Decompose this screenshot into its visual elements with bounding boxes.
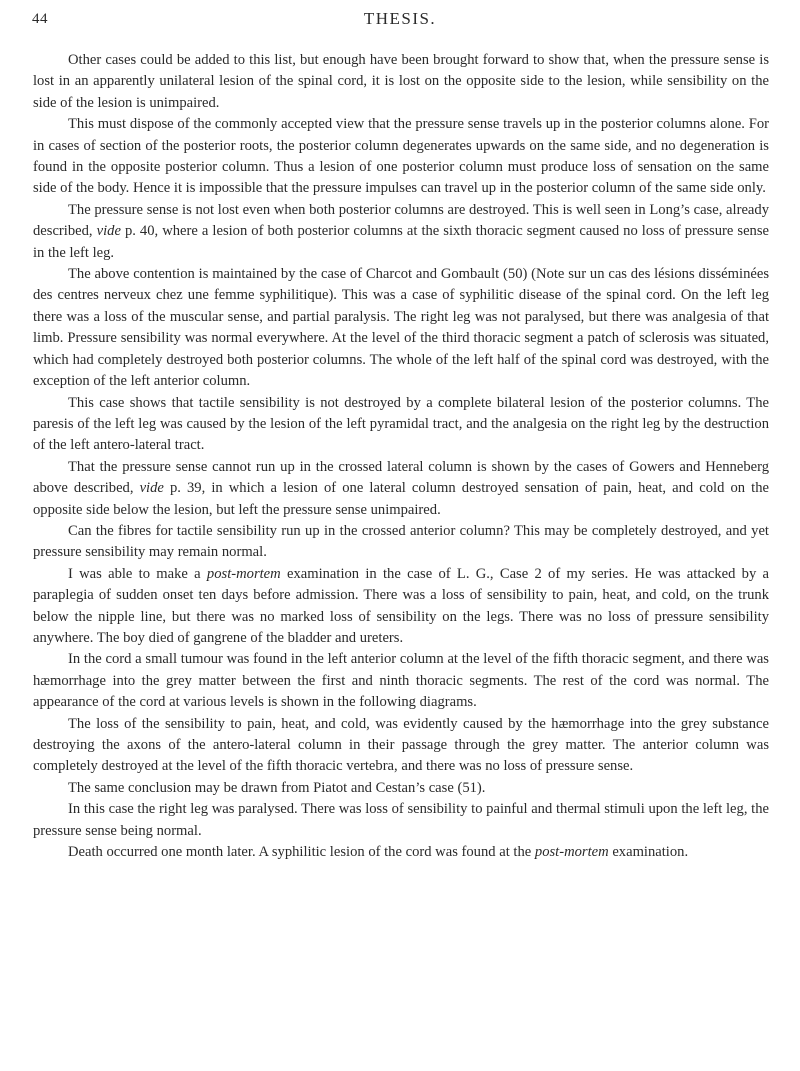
paragraph bbox=[33, 114, 769, 200]
paragraph bbox=[33, 799, 769, 842]
text-run: Can the fibres for tactile sensibility run up in the crossed anterior column? This may be completely destroyed, and yet pressure sensibility may remain normal. bbox=[33, 522, 769, 561]
paragraph bbox=[33, 842, 769, 863]
text-run: Other cases could be added to this list, but enough have been brought forward to show that, when the pressure sense is lost in an apparently unilateral lesion of the spinal cord, it is lost on the opposite side to the lesion, while sensibility on the side of the lesion is unimpaired. bbox=[33, 52, 769, 111]
paragraph bbox=[33, 200, 769, 264]
text-run: The loss of the sensibility to pain, heat, and cold, was evidently caused by the hæmorrhage into the grey substance destroying the axons of the antero-lateral column in their passage through the grey matter. The anterior column was completely destroyed at the level of the fifth thoracic vertebra, and there was no loss of pressure sense. bbox=[33, 715, 769, 775]
text-run: The same conclusion may be drawn from Piatot and Cestan’s case (51). bbox=[68, 779, 486, 796]
paragraph bbox=[33, 564, 769, 650]
paragraph bbox=[33, 714, 769, 778]
italic-text: vide bbox=[96, 223, 121, 240]
text-run: In this case the right leg was paralysed. There was loss of sensibility to painful and thermal stimuli upon the left leg, the pressure sense being normal. bbox=[33, 801, 769, 839]
paragraph bbox=[33, 264, 769, 392]
paragraph bbox=[33, 457, 769, 521]
paragraph bbox=[33, 649, 769, 713]
text-run: examination in the case of L. G., Case 2 of my series. He was attacked by a paraplegia of sudden onset ten days before admission. There was a loss of sensibility to pain, heat, and cold, on the trunk below the nipple line, but there was no marked loss of sensibility on the legs. There was no loss of pressure sensibility anywhere. The boy died of gangrene of the bladder and ureters. bbox=[33, 565, 770, 646]
paragraph bbox=[33, 50, 769, 114]
italic-text: post-mortem bbox=[534, 844, 609, 861]
text-run: p. 40, where a lesion of both posterior columns at the sixth thoracic segment caused no loss of pressure sense in the left leg. bbox=[33, 223, 769, 261]
text-run: The above contention is maintained by the case of Charcot and Gombault (50) (Note sur un cas des lésions disséminées des centres nerveux chez une femme syphilitique). This was a case of syphilitic disease of the spinal cord. On the left leg there was a loss of the muscular sense, and partial paralysis. The right leg was not paralysed, but there was analgesia of that limb. Pressure sensibility was normal everywhere. At the level of the third thoracic segment a patch of sclerosis was situated, which had completely destroyed both posterior columns. The whole of the left half of the spinal cord was destroyed, with the exception of the left anterior column. bbox=[33, 266, 769, 390]
text-run: This must dispose of the commonly accepted view that the pressure sense travels up in the posterior columns alone. For in cases of section of the posterior roots, the posterior column degenerates upwards on the same side, and no degeneration is found in the opposite posterior column. Thus a lesion of one posterior column must produce loss of sensation on the same side of the body. Hence it is impossible that the pressure impulses can travel up in the posterior column of the same side only. bbox=[33, 116, 769, 197]
paragraph bbox=[33, 521, 769, 564]
paragraph bbox=[33, 778, 769, 799]
paragraph bbox=[33, 393, 769, 457]
italic-text: post-mortem bbox=[206, 565, 281, 582]
text-run: Death occurred one month later. A syphilitic lesion of the cord was found at the bbox=[68, 844, 535, 861]
text-run: That the pressure sense cannot run up in the crossed lateral column is shown by the cases of Gowers and Henneberg above described, bbox=[33, 458, 769, 497]
running-head: THESIS. bbox=[363, 9, 437, 28]
text-run: p. 39, in which a lesion of one lateral column destroyed sensation of pain, heat, and cold on the opposite side below the lesion, but left the pressure sense unimpaired. bbox=[33, 480, 769, 518]
page-number: 44 bbox=[32, 11, 48, 27]
text-run: The pressure sense is not lost even when both posterior columns are destroyed. This is well seen in Long’s case, already described, bbox=[33, 201, 769, 240]
italic-text: vide bbox=[139, 480, 164, 497]
page-header bbox=[0, 9, 800, 33]
text-run: examination. bbox=[608, 844, 689, 861]
body-text bbox=[33, 50, 769, 863]
text-run: I was able to make a bbox=[68, 565, 207, 582]
text-run: This case shows that tactile sensibility is not destroyed by a complete bilateral lesion of the posterior columns. The paresis of the left leg was caused by the lesion of the left pyramidal tract, and the analgesia on the right leg by the destruction of the left antero-lateral tract. bbox=[33, 394, 769, 454]
text-run: In the cord a small tumour was found in the left anterior column at the level of the fifth thoracic segment, and there was hæmorrhage into the grey matter between the first and ninth thoracic segments. The rest of the cord was normal. The appearance of the cord at various levels is shown in the following diagrams. bbox=[33, 651, 769, 711]
